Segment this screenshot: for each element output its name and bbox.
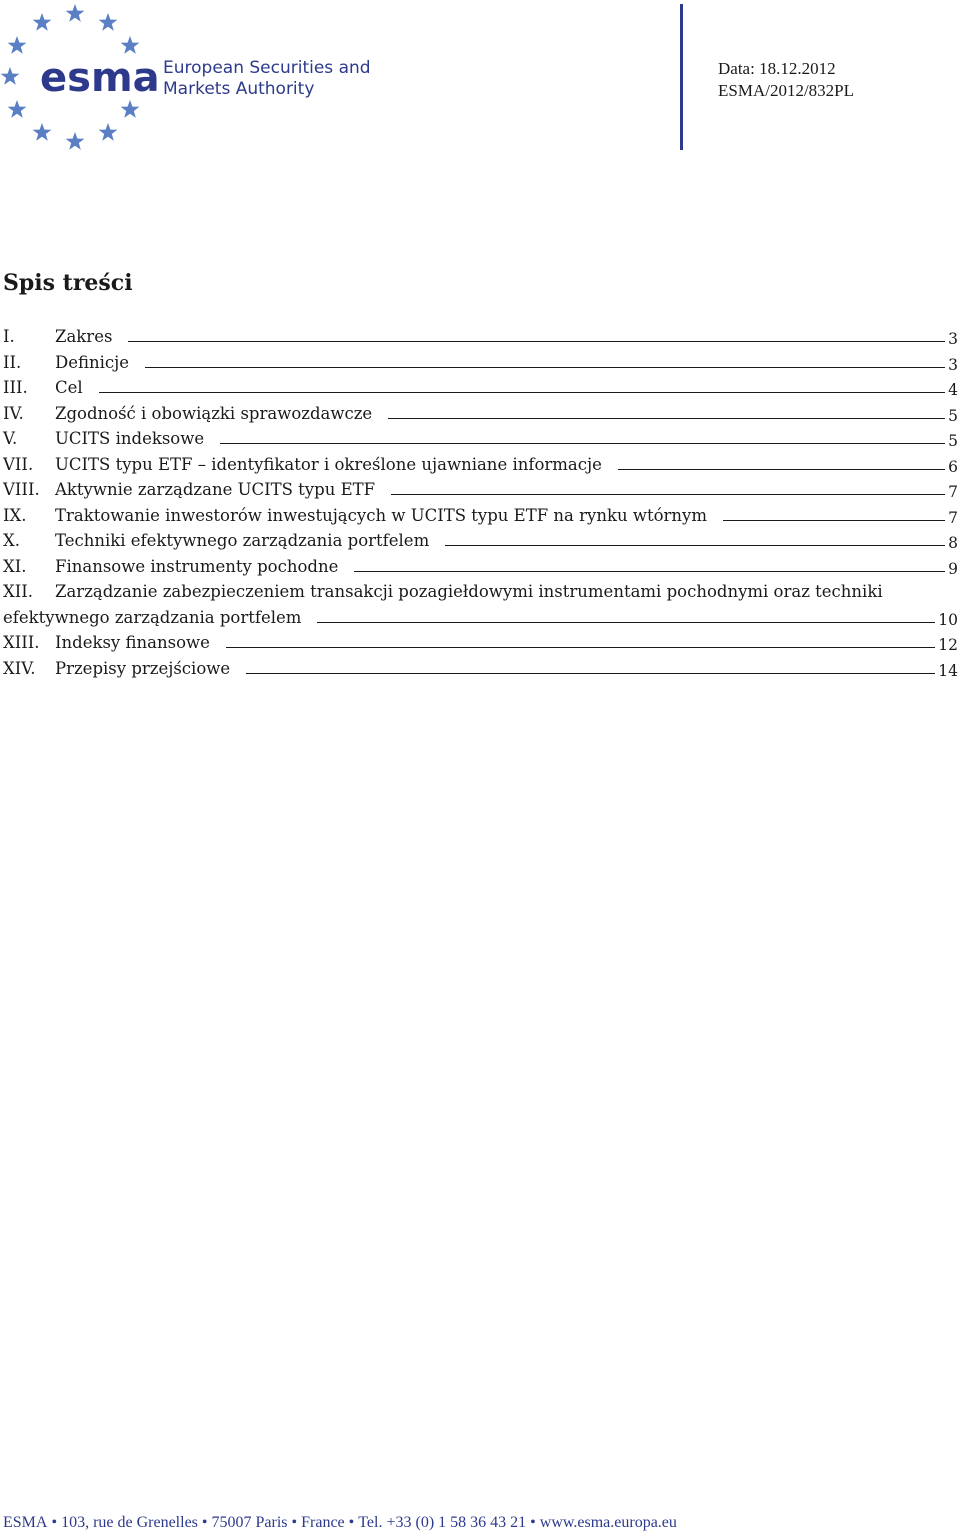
- toc-number: XI.: [3, 556, 27, 576]
- toc-entry[interactable]: [3, 452, 960, 478]
- toc-entry[interactable]: [3, 579, 960, 630]
- toc-entry[interactable]: [3, 477, 960, 503]
- toc-leader: [226, 647, 935, 648]
- document-date: Data: 18.12.2012: [718, 59, 836, 78]
- toc-page: 3: [948, 355, 958, 374]
- toc-text: Cel: [55, 378, 83, 397]
- toc-entry[interactable]: [3, 528, 960, 554]
- toc-page: 6: [948, 457, 958, 476]
- esma-logo: [0, 0, 380, 160]
- toc-entry[interactable]: [3, 426, 960, 452]
- toc-page: 3: [948, 330, 958, 348]
- toc-leader: [99, 392, 945, 393]
- logo-line-2: Markets Authority: [163, 79, 315, 99]
- header-divider: [680, 4, 683, 150]
- toc-entry[interactable]: [3, 324, 960, 350]
- footer-phone: Tel. +33 (0) 1 58 36 43 21: [358, 1514, 527, 1531]
- toc-page: 5: [948, 432, 958, 450]
- toc-number: III.: [3, 378, 28, 397]
- toc-leader: [618, 469, 945, 470]
- toc-entry[interactable]: [3, 375, 960, 401]
- bullet-icon: •: [51, 1514, 58, 1531]
- logo-word: esma: [40, 55, 160, 101]
- toc-entry[interactable]: [3, 350, 960, 376]
- document-meta: [718, 58, 854, 102]
- toc-text: Definicje: [55, 352, 130, 372]
- page-footer: [3, 1514, 677, 1532]
- toc-text: Finansowe instrumenty pochodne: [55, 556, 339, 576]
- toc-text: Aktywnie zarządzane UCITS typu ETF: [55, 480, 376, 499]
- toc-entry[interactable]: [3, 554, 960, 580]
- toc-entry[interactable]: [3, 503, 960, 529]
- footer-org: ESMA: [3, 1514, 48, 1531]
- table-of-contents: [3, 324, 960, 681]
- page-header: [0, 0, 960, 160]
- toc-page: 7: [948, 483, 958, 501]
- toc-text: UCITS typu ETF – identyfikator i określone ujawniane informacje: [55, 454, 602, 474]
- toc-leader: [145, 367, 945, 368]
- document-reference: ESMA/2012/832PL: [718, 81, 855, 100]
- toc-number: XIII.: [3, 633, 40, 652]
- toc-leader: [391, 494, 945, 495]
- toc-number: XIV.: [3, 658, 36, 678]
- footer-website-link[interactable]: www.esma.europa.eu: [539, 1514, 677, 1531]
- bullet-icon: •: [291, 1514, 298, 1531]
- toc-title: Spis treści: [3, 270, 133, 296]
- toc-number: II.: [3, 352, 22, 372]
- logo-line-1: European Securities and: [163, 58, 371, 78]
- toc-text: Indeksy finansowe: [55, 633, 210, 652]
- toc-text: Zarządzanie zabezpieczeniem transakcji pozagiełdowymi instrumentami pochodnymi oraz techniki: [55, 582, 883, 601]
- toc-leader: [723, 520, 945, 521]
- toc-leader: [246, 673, 935, 674]
- toc-entry[interactable]: [3, 401, 960, 427]
- toc-number: I.: [3, 327, 15, 346]
- toc-text: UCITS indeksowe: [55, 429, 205, 448]
- bullet-icon: •: [348, 1514, 355, 1531]
- toc-number: X.: [3, 531, 20, 550]
- toc-text: Traktowanie inwestorów inwestujących w UCITS typu ETF na rynku wtórnym: [55, 505, 708, 525]
- toc-leader: [220, 443, 945, 444]
- toc-number: VII.: [3, 454, 34, 474]
- toc-page: 14: [938, 661, 958, 680]
- toc-page: 12: [938, 636, 958, 654]
- toc-entry[interactable]: [3, 630, 960, 656]
- toc-page: 7: [948, 508, 958, 527]
- bullet-icon: •: [201, 1514, 208, 1531]
- toc-entry[interactable]: [3, 656, 960, 682]
- toc-text: Zakres: [55, 327, 113, 346]
- toc-leader: [317, 622, 935, 623]
- toc-number: IX.: [3, 505, 27, 525]
- toc-number: VIII.: [3, 480, 40, 499]
- toc-leader: [445, 545, 945, 546]
- toc-page: 10: [938, 611, 958, 629]
- toc-page: 9: [948, 559, 958, 578]
- toc-number: V.: [3, 429, 18, 448]
- footer-address: 103, rue de Grenelles: [61, 1514, 198, 1531]
- toc-page: 4: [948, 381, 958, 399]
- footer-country: France: [301, 1514, 345, 1531]
- toc-page: 8: [948, 534, 958, 552]
- toc-text-continued: efektywnego zarządzania portfelem: [3, 607, 302, 627]
- toc-text: Przepisy przejściowe: [55, 658, 231, 678]
- bullet-icon: •: [530, 1514, 536, 1531]
- toc-page: 5: [948, 406, 958, 425]
- toc-number: XII.: [3, 582, 34, 601]
- toc-text: Techniki efektywnego zarządzania portfelem: [55, 531, 430, 550]
- footer-city: 75007 Paris: [211, 1514, 288, 1531]
- toc-leader: [128, 341, 945, 342]
- toc-number: IV.: [3, 403, 24, 423]
- toc-leader: [354, 571, 945, 572]
- toc-text: Zgodność i obowiązki sprawozdawcze: [55, 403, 373, 423]
- toc-leader: [388, 418, 945, 419]
